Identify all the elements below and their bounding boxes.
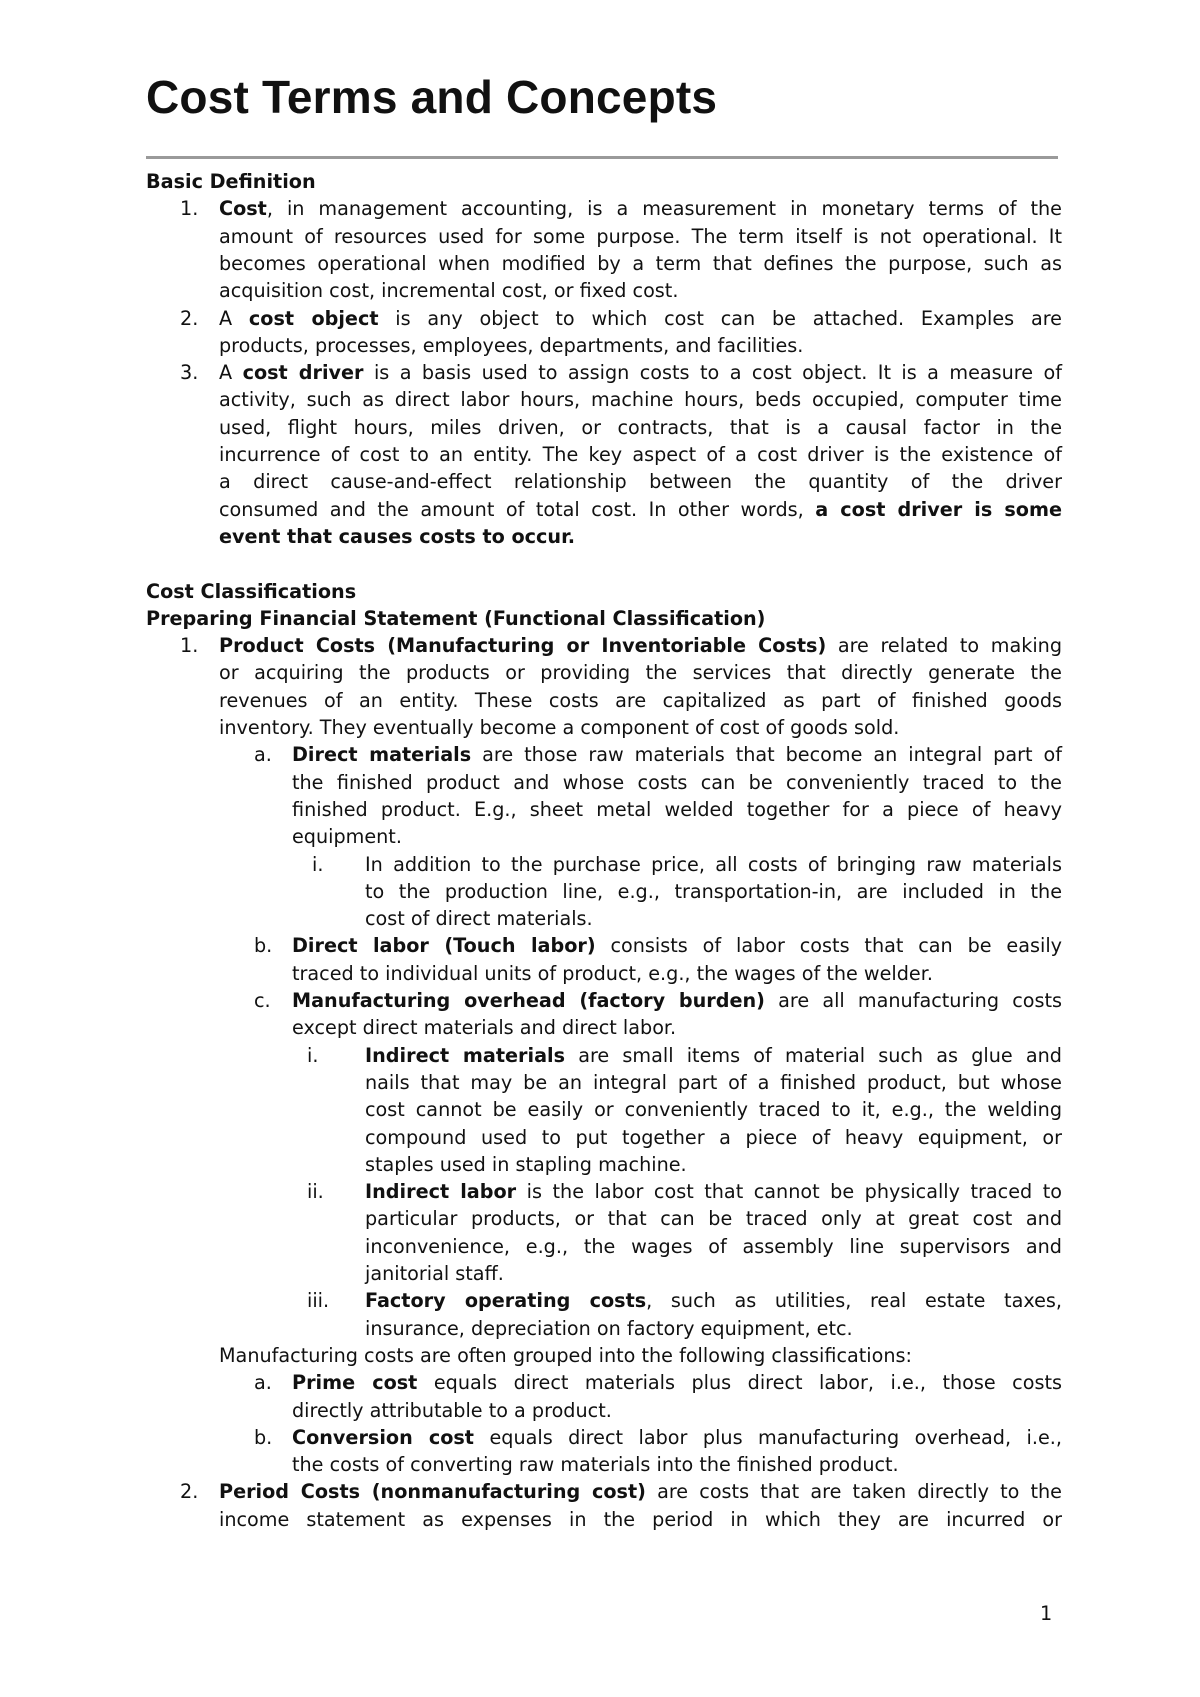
- definition-item-line: [219, 305, 1062, 332]
- text-run: except direct materials and direct labor.: [292, 1016, 677, 1040]
- text-run: is any object to which cost can be attached. Examples are: [378, 306, 1062, 330]
- overhead-sub-item-marker: ii.: [307, 1180, 324, 1204]
- definition-item-line: [219, 223, 1062, 250]
- text-run: the finished product and whose costs can be conveniently traced to the: [292, 770, 1062, 794]
- text-run: are related to making: [826, 634, 1062, 658]
- text-run: activity, such as direct labor hours, machine hours, beds occupied, computer time: [219, 388, 1062, 412]
- text-run: , such as utilities, real estate taxes,: [646, 1289, 1063, 1313]
- text-run: nails that may be an integral part of a finished product, but whose: [365, 1070, 1062, 1094]
- definition-item-line: [219, 359, 1062, 386]
- product-costs-item-marker: 1.: [180, 634, 199, 658]
- bold-term: Indirect labor: [365, 1180, 517, 1204]
- section-subheading: Preparing Financial Statement (Functional Classification): [146, 606, 766, 630]
- direct-materials-note-line: [365, 905, 1062, 932]
- text-run: incurrence of cost to an entity. The key aspect of a cost driver is the existence of: [219, 443, 1062, 466]
- definition-item-line: [219, 195, 1062, 222]
- text-run: are small items of material such as glue and: [565, 1043, 1062, 1067]
- overhead-sub-item-line: [365, 1096, 1062, 1123]
- overhead-sub-item-line: [365, 1042, 1062, 1069]
- text-run: A: [219, 361, 243, 385]
- product-costs-item-line: [219, 659, 1062, 686]
- text-run: In addition to the purchase price, all costs of bringing raw materials: [365, 852, 1062, 876]
- overhead-sub-item-line: [365, 1178, 1062, 1205]
- overhead-sub-item-line: [365, 1260, 1062, 1287]
- product-costs-item-line: [219, 632, 1062, 659]
- grouping-item-line: [292, 1424, 1062, 1451]
- definition-item-marker: 3.: [180, 361, 199, 385]
- text-run: consumed and the amount of total cost. In other words,: [219, 497, 816, 521]
- overhead-sub-item-line: [365, 1287, 1062, 1314]
- text-run: or acquiring the products or providing the services that directly generate the: [219, 661, 1062, 685]
- grouping-item-line: [292, 1397, 1062, 1424]
- overhead-sub-item-line: [365, 1233, 1062, 1260]
- direct-labor-item-marker: b.: [254, 934, 273, 958]
- product-costs-item-line: [219, 714, 1062, 741]
- text-run: revenues of an entity. These costs are capitalized as part of finished goods: [219, 688, 1062, 712]
- text-run: are those raw materials that become an integral part of: [471, 743, 1062, 767]
- page-number: 1: [1040, 1602, 1053, 1625]
- overhead-item-marker: c.: [254, 989, 271, 1012]
- bold-term: Period Costs (nonmanufacturing cost): [219, 1480, 646, 1504]
- text-run: are costs that are taken directly to the: [645, 1480, 1062, 1504]
- text-run: a direct cause-and-effect relationship between the quantity of the driver: [219, 470, 1062, 494]
- product-costs-item-line: [219, 687, 1062, 714]
- bold-term: cost driver: [242, 361, 364, 385]
- bold-term: a cost driver is some: [815, 497, 1062, 521]
- text-run: insurance, depreciation on factory equipment, etc.: [365, 1316, 853, 1340]
- definition-item-line: [219, 468, 1062, 495]
- direct-materials-item-line: [292, 741, 1062, 768]
- text-run: acquisition cost, incremental cost, or fixed cost.: [219, 279, 679, 303]
- period-costs-item-marker: 2.: [180, 1480, 199, 1504]
- text-run: is the labor cost that cannot be physically traced to: [516, 1180, 1062, 1204]
- overhead-sub-item-line: [365, 1124, 1062, 1151]
- overhead-sub-item-line: [365, 1315, 1062, 1342]
- grouping-item-marker: a.: [254, 1371, 272, 1395]
- text-run: equals direct materials plus direct labor, i.e., those costs: [417, 1371, 1062, 1395]
- text-run: , in management accounting, is a measurement in monetary terms of the: [266, 197, 1062, 221]
- text-run: inventory. They eventually become a component of cost of goods sold.: [219, 716, 900, 739]
- bold-term: Prime cost: [292, 1371, 418, 1395]
- definition-item-line: [219, 441, 1062, 468]
- overhead-sub-item-line: [365, 1205, 1062, 1232]
- text-run: particular products, or that can be traced only at great cost and: [365, 1207, 1062, 1231]
- overhead-sub-item-marker: i.: [307, 1043, 319, 1067]
- bold-term: cost object: [248, 306, 379, 330]
- definition-item-line: [219, 523, 1062, 550]
- document-title: Cost Terms and Concepts: [146, 71, 718, 123]
- text-run: becomes operational when modified by a term that defines the purpose, such as: [219, 251, 1062, 275]
- direct-materials-note-line: [365, 851, 1062, 878]
- direct-materials-item-line: [292, 823, 1062, 850]
- bold-term: event that causes costs to occur.: [219, 524, 576, 548]
- text-run: janitorial staff.: [365, 1262, 504, 1285]
- text-run: equipment.: [292, 825, 402, 849]
- grouping-item-marker: b.: [254, 1425, 273, 1449]
- text-run: traced to individual units of product, e.g., the wages of the welder.: [292, 961, 933, 985]
- bold-term: Conversion cost: [292, 1425, 474, 1449]
- bold-term: Indirect materials: [365, 1043, 566, 1067]
- period-costs-item-line: [219, 1478, 1062, 1505]
- text-run: A: [219, 306, 249, 330]
- direct-labor-item-line: [292, 932, 1062, 959]
- overhead-sub-item-line: [365, 1151, 1062, 1178]
- section-heading: Basic Definition: [146, 170, 316, 193]
- text-run: cost cannot be easily or conveniently traced to it, e.g., the welding: [365, 1098, 1062, 1122]
- overhead-sub-item-marker: iii.: [307, 1289, 330, 1313]
- bold-term: Product Costs (Manufacturing or Inventoriable Costs): [219, 634, 827, 658]
- text-run: equals direct labor plus manufacturing overhead, i.e.,: [473, 1425, 1062, 1449]
- text-run: amount of resources used for some purpose. The term itself is not operational. It: [219, 224, 1062, 248]
- text-run: is a basis used to assign costs to a cost object. It is a measure of: [363, 361, 1062, 385]
- definition-item-marker: 2.: [180, 306, 199, 330]
- definition-item-line: [219, 414, 1062, 441]
- text-run: cost of direct materials.: [365, 907, 593, 931]
- section-heading: Cost Classifications: [146, 579, 357, 603]
- text-run: used, flight hours, miles driven, or contracts, that is a causal factor in the: [219, 415, 1062, 439]
- title-divider: [146, 156, 1058, 159]
- direct-materials-note-line: [365, 878, 1062, 905]
- bold-term: Cost: [219, 197, 267, 221]
- text-run: income statement as expenses in the period in which they are incurred or: [219, 1507, 1062, 1531]
- definition-item-marker: 1.: [180, 197, 199, 221]
- text-run: products, processes, employees, departments, and facilities.: [219, 333, 804, 357]
- text-run: inconvenience, e.g., the wages of assembly line supervisors and: [365, 1234, 1062, 1258]
- overhead-sub-item-line: [365, 1069, 1062, 1096]
- text-run: compound used to put together a piece of heavy equipment, or: [365, 1125, 1062, 1149]
- direct-materials-note-marker: i.: [312, 852, 324, 876]
- definition-item-line: [219, 250, 1062, 277]
- bold-term: Direct materials: [292, 743, 472, 767]
- direct-materials-item-marker: a.: [254, 743, 272, 767]
- direct-materials-item-line: [292, 769, 1062, 796]
- direct-materials-item-line: [292, 796, 1062, 823]
- text-run: directly attributable to a product.: [292, 1398, 612, 1422]
- period-costs-item-line: [219, 1506, 1062, 1533]
- overhead-item-line: [292, 987, 1062, 1014]
- bold-term: Manufacturing overhead (factory burden): [292, 989, 765, 1012]
- definition-item-line: [219, 496, 1062, 523]
- bold-term: Direct labor (Touch labor): [292, 934, 596, 958]
- definition-item-line: [219, 277, 1062, 304]
- text-run: finished product. E.g., sheet metal welded together for a piece of heavy: [292, 797, 1062, 821]
- definition-item-line: [219, 386, 1062, 413]
- text-run: to the production line, e.g., transportation-in, are included in the: [365, 879, 1062, 903]
- text-run: are all manufacturing costs: [764, 989, 1062, 1012]
- bold-term: Factory operating costs: [365, 1289, 647, 1313]
- text-run: consists of labor costs that can be easily: [595, 934, 1063, 958]
- text-run: staples used in stapling machine.: [365, 1152, 687, 1176]
- text-run: the costs of converting raw materials into the finished product.: [292, 1453, 899, 1477]
- grouping-item-line: [292, 1451, 1062, 1478]
- definition-item-line: [219, 332, 1062, 359]
- grouping-item-line: [292, 1369, 1062, 1396]
- overhead-item-line: [292, 1014, 1062, 1041]
- direct-labor-item-line: [292, 960, 1062, 987]
- grouping-intro: Manufacturing costs are often grouped into the following classifications:: [219, 1343, 912, 1367]
